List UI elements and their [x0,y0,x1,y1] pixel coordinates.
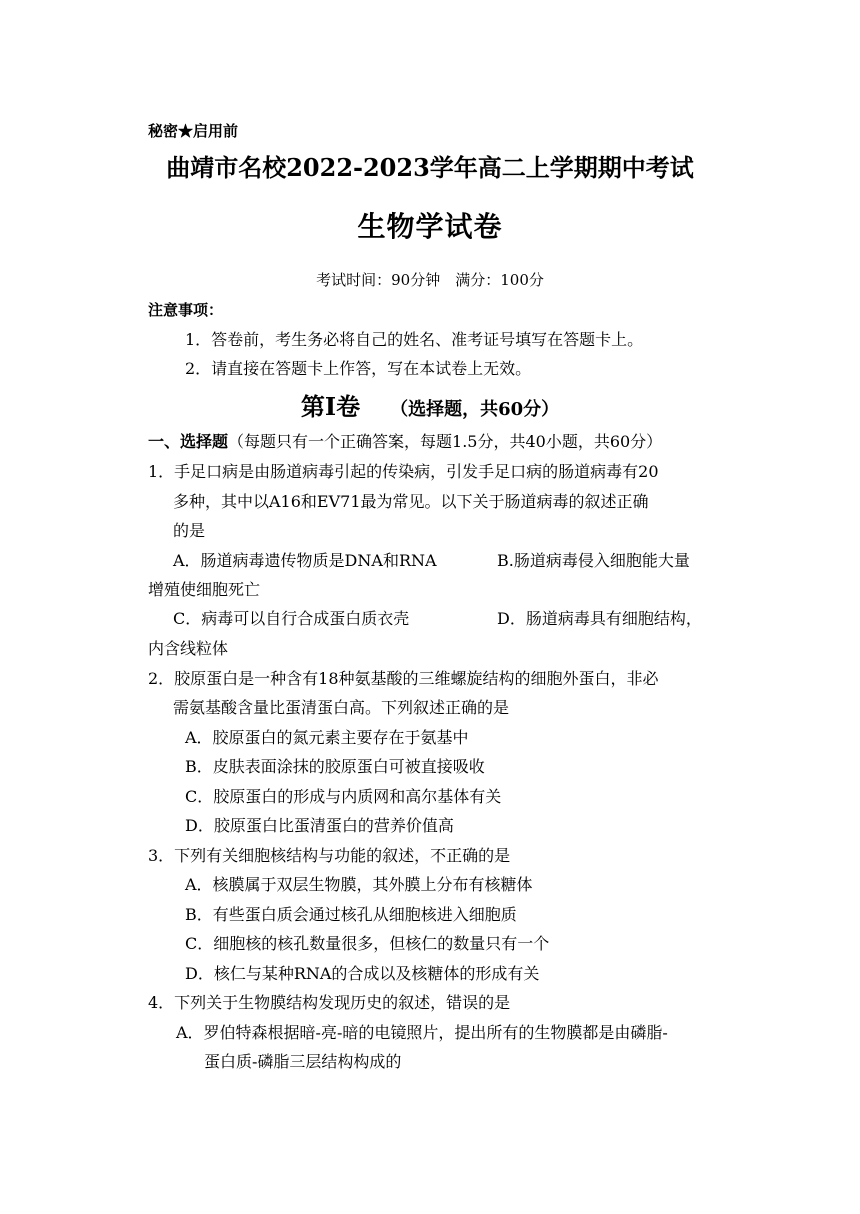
q2-stem-line: 需氨基酸含量比蛋清蛋白高。下列叙述正确的是 [173,698,510,717]
q3-option-d: D．核仁与某种RNA的合成以及核糖体的形成有关 [185,964,540,983]
subject-title: 生物学试卷 [357,210,503,243]
q1-stem-line: 的是 [173,521,206,540]
section-subtitle: （选择题，共60分） [390,399,560,420]
q3-option-b: B．有些蛋白质会通过核孔从细胞核进入细胞质 [185,905,517,924]
q3-stem-line: 3．下列有关细胞核结构与功能的叙述，不正确的是 [148,846,511,865]
section-title [0,392,860,425]
part-one-heading [148,432,662,452]
q4-option-a-cont: 蛋白质-磷脂三层结构构成的 [204,1052,402,1071]
q1-option-c: C．病毒可以自行合成蛋白质衣壳 [173,609,410,628]
part-one-desc: （每题只有一个正确答案，每题1.5分，共40小题，共60分） [228,432,663,451]
q3-option-c: C．细胞核的核孔数量很多，但核仁的数量只有一个 [185,934,550,953]
q1-option-a: A．肠道病毒遗传物质是DNA和RNA [173,551,437,570]
q4-option-a: A．罗伯特森根据暗-亮-暗的电镜照片，提出所有的生物膜都是由磷脂- [176,1023,668,1042]
secret-mark: 秘密★启用前 [148,122,239,140]
q4-stem-line: 4．下列关于生物膜结构发现历史的叙述，错误的是 [148,993,511,1012]
q2-stem-line: 2．胶原蛋白是一种含有18种氨基酸的三维螺旋结构的细胞外蛋白，非必 [148,669,659,688]
q1-option-b-cont: 增殖使细胞死亡 [148,580,261,599]
q3-option-a: A．核膜属于双层生物膜，其外膜上分布有核糖体 [185,875,533,894]
q1-stem-line: 多种，其中以A16和EV71最为常见。以下关于肠道病毒的叙述正确 [173,492,649,511]
section-title-main: 第Ⅰ卷 [300,392,361,421]
q2-option-d: D．胶原蛋白比蛋清蛋白的营养价值高 [185,816,454,835]
notice-item: 1．答卷前，考生务必将自己的姓名、准考证号填写在答题卡上。 [185,330,644,349]
part-one-lead: 一、选择题 [148,432,229,451]
exam-title: 曲靖市名校2022-2023学年高二上学期期中考试 [166,153,694,182]
q2-option-c: C．胶原蛋白的形成与内质网和高尔基体有关 [185,787,502,806]
q1-option-d-cont: 内含线粒体 [148,639,229,658]
q1-stem-line: 1．手足口病是由肠道病毒引起的传染病，引发手足口病的肠道病毒有20 [148,462,659,481]
q2-option-b: B．皮肤表面涂抹的胶原蛋白可被直接吸收 [185,757,485,776]
q1-option-d: D．肠道病毒具有细胞结构， [497,609,702,628]
notice-item: 2．请直接在答题卡上作答，写在本试卷上无效。 [185,359,532,378]
q1-option-b: B.肠道病毒侵入细胞能大量 [497,551,690,570]
notice-heading: 注意事项： [148,301,224,319]
exam-info: 考试时间：90分钟 满分：100分 [316,271,544,289]
q2-option-a: A．胶原蛋白的氮元素主要存在于氨基中 [185,728,469,747]
